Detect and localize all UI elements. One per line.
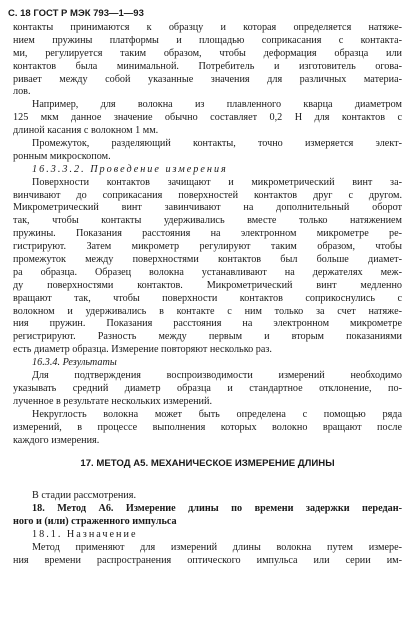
subsection-heading-16-3-3-2: 16.3.3.2. Проведение измерения [32,163,228,175]
paragraph-example [13,99,402,138]
text-line: Метод применяют для измерений длины волокна путем измере- [32,541,402,553]
text-line: 125 мкм данное значение обычно составляет 0,2 Н для контактов с [13,112,402,124]
section-17-status: В стадии рассмотрения. [32,490,136,502]
text-line: винчивают до соприкасания поверхностей контактов друг с другом. [13,189,402,201]
section-heading-18 [13,503,402,529]
text-line: каждого измерения. [13,434,100,446]
text-line: волокном и удерживались в контакте с ним только за счет натяже- [13,305,402,317]
text-line: лов. [13,86,31,98]
text-line: вращают так, чтобы поверхности контактов соприкоснулись с [13,292,402,304]
text-line: ния пружин. Показания расстояния на электронном микрометре [13,318,402,330]
text-line: есть диаметр образца. Измерение повторяют несколько раз. [13,344,272,356]
text-line: ронным микроскопом. [13,150,111,162]
text-line: ра образца. Образец волокна устанавливают на держателях меж- [13,266,402,278]
text-line: ми, регулируется таким образом, чтобы деформация образца или [13,47,402,59]
running-head: С. 18 ГОСТ Р МЭК 793—1—93 [8,8,144,19]
text-line: лученное в результате нескольких измерений. [13,395,212,407]
text-line: гистрируют. Затем микрометр регулируют таким образом, чтобы [13,241,402,253]
text-line: регистрируют. Разность между первым и вторым показаниями [13,331,402,343]
text-line: ривает между собой указанные значения для различных материа- [13,73,402,85]
text-line: ду поверхностями контактов. Микрометрический винт медленно [13,279,402,291]
text-line: Некруглость волокна может быть определена с помощью ряда [32,408,402,420]
text-line: Поверхности контактов зачищают и микрометрический винт за- [32,176,402,188]
text-line: ного и (или) страженного импульса [13,516,177,528]
text-line: 18. Метод А6. Измерение длины по времени задержки передан- [32,503,402,515]
text-line: нием пружины платформы и площадью соприкасания с контакта- [13,34,402,46]
text-line: контактов была минимальной. Потребитель и изготовитель огова- [13,60,402,72]
paragraph-procedure [13,177,402,357]
text-line: Например, для волокна из плавленного кварца диаметром [32,99,402,111]
text-line: Микрометрический винт завинчивают на дополнительный оборот [13,202,402,214]
text-line: пружины. Показания расстояния на электронном микрометре ре- [13,228,402,240]
paragraph-results [13,370,402,409]
subsection-heading-16-3-4: 16.3.4. Результаты [32,357,117,369]
text-line: так, чтобы контакты удерживались вместе только натяжением [13,215,402,227]
text-line: контакты принимаются к образцу и которая определяется натяже- [13,22,402,33]
text-line: измерений, в процессе выполнения которых волокно вращают после [13,421,402,433]
text-line: ния времени распространения оптического импульса или серии им- [13,554,402,566]
text-line: длиной касания с волокном 1 мм. [13,125,159,137]
text-line: Промежуток, разделяющий контакты, точно измеряется элект- [32,138,402,150]
text-line: промежуток между поверхностями контактов был больше диамет- [13,254,402,266]
paragraph-gap [13,138,402,164]
paragraph-contact-force [13,22,402,99]
subsection-heading-18-1: 18.1. Назначение [32,529,138,541]
section-heading-17: 17. МЕТОД А5. МЕХАНИЧЕСКОЕ ИЗМЕРЕНИЕ ДЛИНЫ [80,458,335,470]
paragraph-purpose [13,542,402,568]
text-line: указывать средний диаметр образца и стандартное отклонение, по- [13,382,402,394]
paragraph-noncircularity [13,409,402,448]
document-page [8,8,402,568]
text-line: Для подтверждения воспроизводимости измерений необходимо [32,370,402,382]
